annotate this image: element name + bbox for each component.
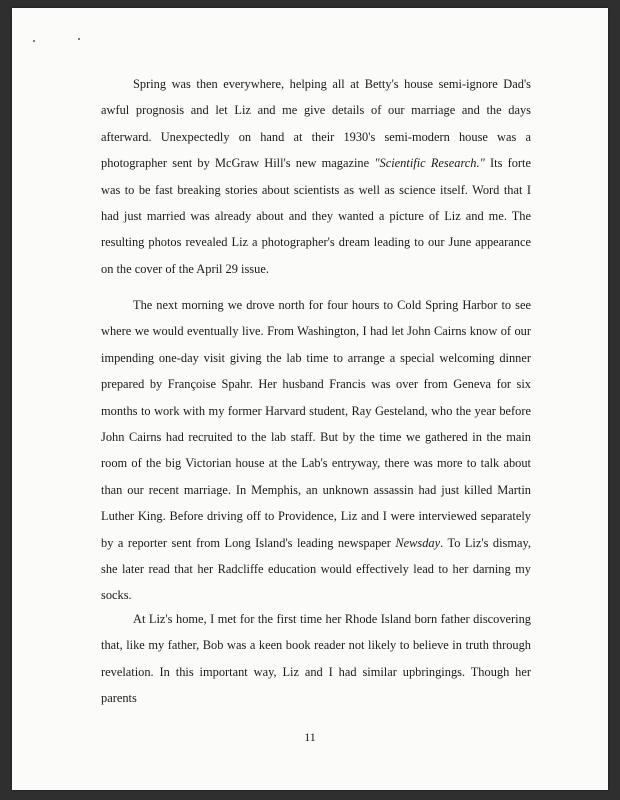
scan-speck	[33, 40, 35, 42]
scan-speck	[78, 38, 80, 40]
paragraph-3: At Liz's home, I met for the first time her Rhode Island born father discovering that, like my father, Bob was a keen book reader not likely to believe in truth through revelation. In this important way, Liz and I had similar upbringings. Though her parents	[101, 612, 531, 706]
paragraph-1: Spring was then everywhere, helping all at Betty's house semi-ignore Dad's awful prognosis and let Liz and me give details of our marriage and the days afterward. Unexpectedly on hand at their 1930's semi-modern house was a photographer sent by McGraw Hill's new magazine "Scientific Research." Its forte was to be fast breaking stories about scientists as well as science itself. Word that I had just married was already about and they wanted a picture of Liz and me. The resulting photos revealed Liz a photographer's dream leading to our June appearance on the cover of the April 29 issue.	[101, 77, 531, 276]
page-number: 11	[304, 730, 316, 744]
document-page	[12, 8, 608, 790]
paragraph-2: The next morning we drove north for four hours to Cold Spring Harbor to see where we would eventually live. From Washington, I had let John Cairns know of our impending one-day visit giving the lab time to arrange a special welcoming dinner prepared by Françoise Spahr. Her husband Francis was over from Geneva for six months to work with my former Harvard student, Ray Gesteland, who the year before John Cairns had recruited to the lab staff. But by the time we gathered in the main room of the big Victorian house at the Lab's entryway, there was more to talk about than our recent marriage. In Memphis, an unknown assassin had just killed Martin Luther King. Before driving off to Providence, Liz and I were interviewed separately by a reporter sent from Long Island's leading newspaper Newsday. To Liz's dismay, she later read that her Radcliffe education would effectively lead to her darning my socks.	[101, 298, 531, 603]
